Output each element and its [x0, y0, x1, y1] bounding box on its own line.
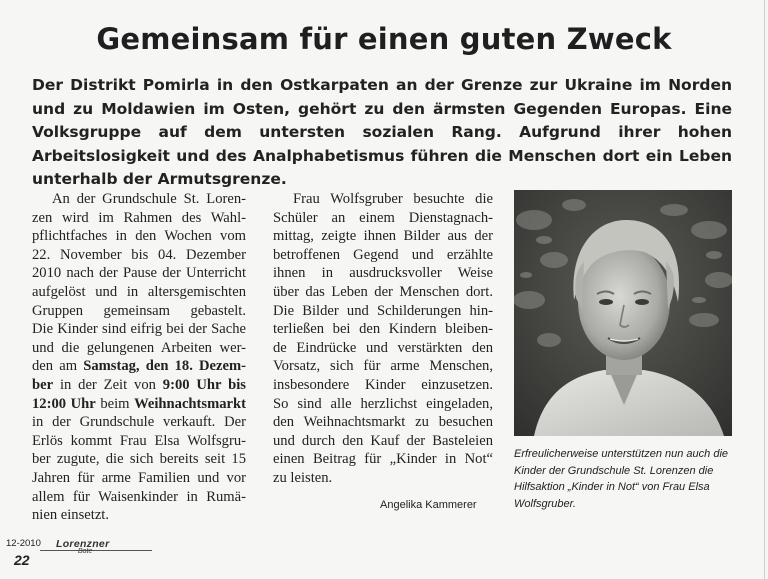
page-number: 22	[14, 552, 30, 568]
footer-rule	[40, 550, 152, 551]
text-line: Jahren für arme Familien und vor	[32, 469, 246, 486]
page-edge	[764, 0, 765, 579]
text-line: in der Grundschule verkauft. Der	[32, 414, 246, 431]
text-line	[32, 357, 246, 376]
issue-date: 12-2010	[6, 538, 41, 549]
text-line	[32, 395, 246, 414]
article-column-1	[32, 190, 246, 525]
text-line: mittag, zeigte ihnen Bilder aus der	[273, 228, 493, 245]
article-author: Angelika Kammerer	[380, 499, 477, 511]
portrait-photo	[514, 190, 732, 436]
text-line: insbesondere Kinder einzusetzen.	[273, 376, 493, 393]
text-line: Die Bilder und Schilderungen hin-	[273, 302, 493, 319]
text-line: 22. November bis 04. Dezember	[32, 246, 246, 263]
text-line: und die gelungenen Arbeiten wer-	[32, 339, 246, 356]
text-line: de Eindrücke und verstärkten den	[273, 339, 493, 356]
text-line: aufgelöst und in altersgemischten	[32, 283, 246, 300]
text-run: in der Zeit von	[53, 376, 163, 393]
photo-caption: Erfreulicherweise unterstützen nun auch die Kinder der Grundschule St. Lorenzen die Hilfsaktion „Kinder in Not“ von Frau Elsa Wolfsgruber.	[514, 448, 729, 510]
text-line: Vorsatz, sich für arme Menschen,	[273, 358, 493, 375]
event-name: Weihnachtsmarkt	[134, 395, 246, 412]
text-run: beim	[95, 395, 135, 412]
text-line	[32, 376, 246, 395]
event-date: Samstag, den 18. Dezem-	[83, 358, 246, 375]
text-line: über das Leben der Menschen dort.	[273, 283, 493, 300]
text-line: An der Grundschule St. Loren-	[52, 191, 246, 207]
text-run: den am	[32, 358, 84, 375]
event-date-end: ber	[32, 376, 54, 393]
text-line: Erlös kommt Frau Elsa Wolfsgru-	[32, 432, 246, 449]
text-line: und durch den Kauf der Basteleien	[273, 432, 493, 449]
text-line: 2010 nach der Pause der Unterricht	[32, 265, 246, 282]
portrait-image	[514, 190, 732, 436]
text-line: Schüler an einem Dienstagnach-	[273, 209, 493, 226]
text-line: zu leisten.	[273, 469, 333, 486]
text-line: ihnen in ausdrucksvoller Weise	[273, 265, 493, 282]
text-line: ber zugute, die sich bereits seit 15	[32, 451, 246, 468]
text-line: Frau Wolfsgruber besuchte die	[293, 191, 493, 207]
text-line: Die Kinder sind eifrig bei der Sache	[32, 321, 246, 338]
publication-logo-sub: Bote	[78, 548, 93, 555]
text-line: zen wird im Rahmen des Wahl-	[32, 209, 246, 226]
text-line: betroffenen Gegend und erzählte	[273, 246, 493, 263]
article-column-2	[273, 190, 493, 488]
article-title: Gemeinsam für einen guten Zweck	[96, 22, 672, 56]
publication-logo: Lorenzner	[56, 538, 110, 550]
text-line: den Weihnachtsmarkt zu besuchen	[273, 414, 493, 431]
text-line: allem für Waisenkinder in Rumä-	[32, 488, 246, 505]
text-line: nien einsetzt.	[32, 507, 109, 524]
text-line: terließen bei den Kindern bleiben-	[273, 321, 493, 338]
text-line: pflichtfaches in den Wochen vom	[32, 228, 246, 245]
text-line: einen Beitrag für „Kinder in Not“	[273, 451, 493, 468]
text-line: Gruppen gemeinsam gebastelt.	[32, 302, 246, 319]
article-lead: Der Distrikt Pomirla in den Ostkarpaten an der Grenze zur Ukraine im Norden und zu Moldawien im Osten, gehört zu den ärmsten Gegenden Europas. Eine Volksgruppe auf dem untersten sozialen Rang. Aufgrund ihrer hohen Arbeitslosigkeit und des Analphabetismus führen die Menschen dort ein Leben unterhalb der Armutsgrenze.	[32, 76, 732, 188]
text-line: So sind alle herzlichst eingeladen,	[273, 395, 493, 412]
event-time-start: 9:00 Uhr bis	[162, 376, 246, 393]
event-time-end: 12:00 Uhr	[32, 395, 96, 412]
